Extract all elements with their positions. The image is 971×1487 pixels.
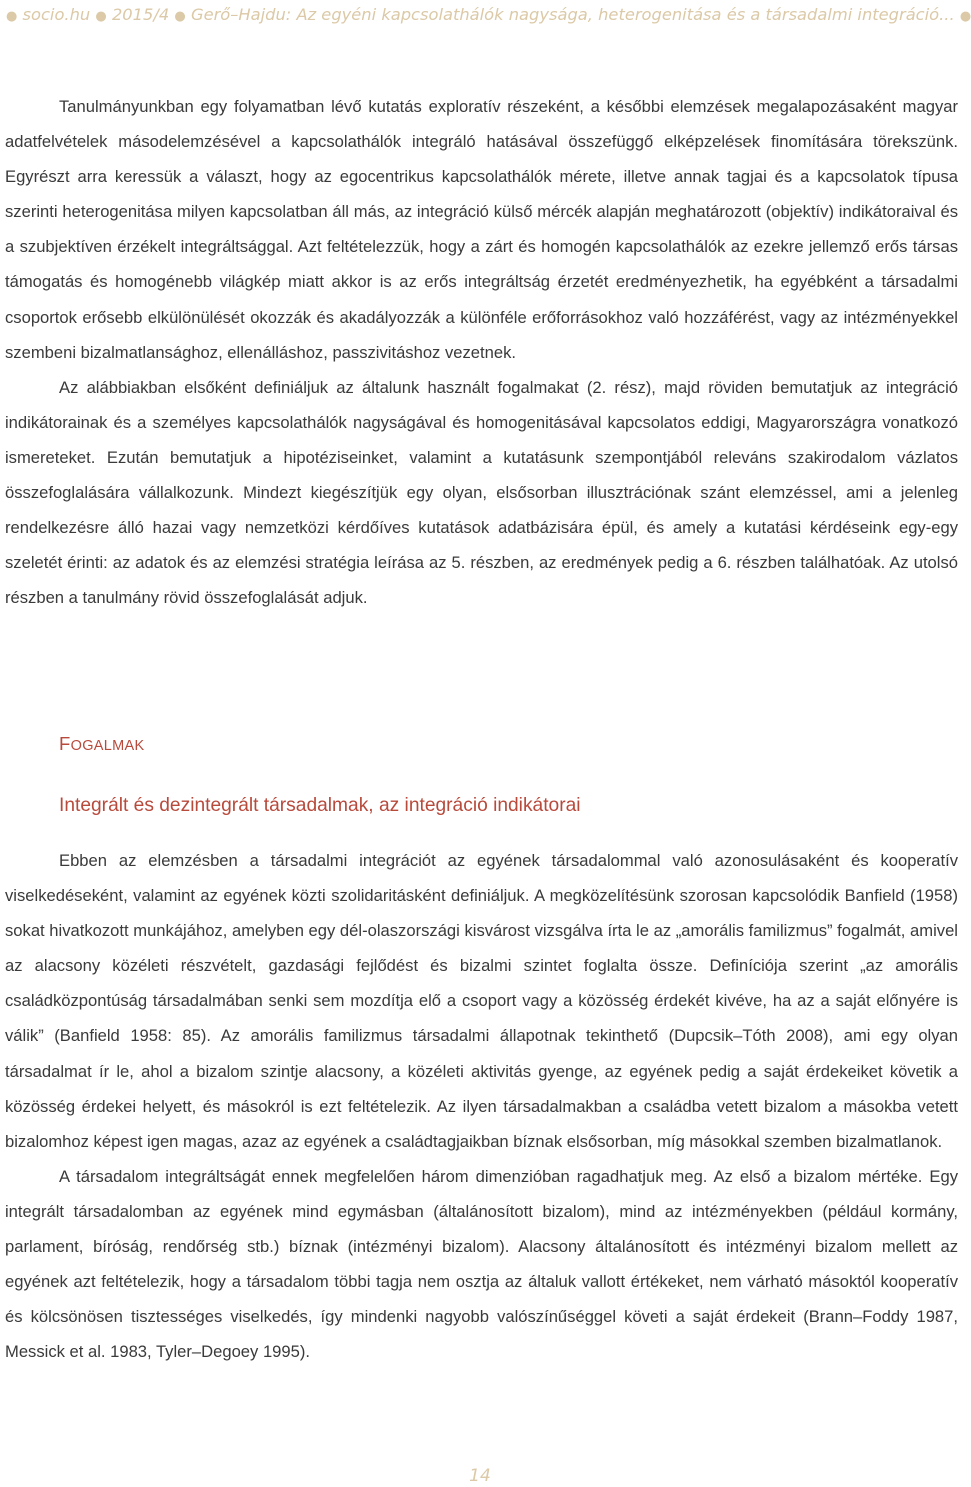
- body-paragraph: A társadalom integráltságát ennek megfelelően három dimenzióban ragadhatjuk meg. Az első a bizalom mértéke. Egy integrált társadalomban az egyének mind egymásban (általánosított bizalom), mind az intézményekben (például kormány, parlament, bíróság, rendőrség stb.) bíznak (intézményi bizalom). Alacsony általánosított és intézményi bizalom mellett az egyének azt feltételezik, hogy a társadalom többi tagja nem osztja az általuk vallott értékeket, nem várható másoktól kooperatív és kölcsönösen tisztességes viselkedés, így mindenki nagyobb valószínűséggel követi a saját érdekeit (Brann–Foddy 1987, Messick et al. 1983, Tyler–Degoey 1995).: [5, 1166, 958, 1362]
- body-paragraph: Ebben az elemzésben a társadalmi integrációt az egyének társadalommal való azonosulásaként és kooperatív viselkedéseként, valamint az egyének közti szolidaritásként definiáljuk. A megközelítésünk szorosan kapcsolódik Banfield (1958) sokat hivatkozott munkájához, amelyben egy dél-olaszországi kisvárost vizsgálva írta le az „amorális familizmus” fogalmát, amivel az alacsony közéleti részvételt, gazdasági fejlődést és bizalmi szintet foglalta össze. Definíciója szerint „az amorális családközpontúság társadalmában senki sem mozdítja elő a csoport vagy a közösség érdekét kivéve, ha az a saját előnyére is válik” (Banfield 1958: 85). Az amorális familizmus társadalmi állapotnak tekinthető (Dupcsik–Tóth 2008), ami egy olyan társadalmat ír le, ahol a bizalom szintje alacsony, a közéleti aktivitás gyenge, az egyének pedig a saját érdekeiket követik a közösség érdekei helyett, és másokról is ezt feltételezik. Az ilyen társadalmakban a családba vetett bizalom a másokba vetett bizalomhoz képest igen magas, azaz az egyének a családtagjaikban bíznak elsősorban, míg másokkal szemben bizalmatlanok.: [5, 851, 958, 1151]
- bullet-icon: ●: [6, 9, 18, 24]
- section-heading: [59, 733, 144, 755]
- bullet-icon: ●: [95, 9, 107, 24]
- bullet-icon: ●: [959, 9, 971, 24]
- intro-text: [5, 89, 958, 615]
- publication-name: socio.hu: [22, 5, 91, 24]
- page-number: 14: [469, 1466, 491, 1486]
- subsection-heading: Integrált és dezintegrált társadalmak, az integráció indikátorai: [59, 795, 581, 816]
- intro-paragraph: Tanulmányunkban egy folyamatban lévő kutatás exploratív részeként, a későbbi elemzések megalapozásaként magyar adatfelvételek másodelemzésével a kapcsolathálók integráló hatásával összefüggő elképzelések finomítására törekszünk. Egyrészt arra keressük a választ, hogy az egocentrikus kapcsolathálók mérete, illetve annak tagjai és a kapcsolatok típusa szerinti heterogenitása milyen kapcsolatban áll más, az integráció külső mércék alapján meghatározott (objektív) indikátoraival és a szubjektíven érzékelt integráltsággal. Azt feltételezzük, hogy a zárt és homogén kapcsolathálók az ezekre jellemző erős társas támogatás és homogénebb világkép miatt akkor is az erős integráltság érzetét eredményezhetik, ha egyébként a társadalmi csoportok erősebb elkülönülését okozzák és akadályozzák a különféle erőforrásokhoz való hozzáférést, vagy az intézményekkel szembeni bizalmatlansághoz, ellenálláshoz, passzivitáshoz vezetnek.: [5, 97, 958, 362]
- body-text: [5, 843, 958, 1369]
- issue-number: 2015/4: [111, 5, 170, 24]
- bullet-icon: ●: [174, 9, 186, 24]
- running-header: [6, 4, 971, 26]
- intro-paragraph: Az alábbiakban elsőként definiáljuk az általunk használt fogalmakat (2. rész), majd röviden bemutatjuk az integráció indikátorainak és a személyes kapcsolathálók nagyságával és homogenitásával kapcsolatos eddigi, Magyarországra vonatkozó ismereteket. Ezután bemutatjuk a hipotéziseinket, valamint a kutatásunk szempontjából releváns szakirodalom vázlatos összefoglalására vállalkozunk. Mindezt kiegészítjük egy olyan, elsősorban illusztrációnak szánt elemzéssel, ami a jelenleg rendelkezésre álló hazai vagy nemzetközi kérdőíves kutatások adatbázisára épül, és amely a kutatási kérdéseink egy-egy szeletét érinti: az adatok és az elemzési stratégia leírása az 5. részben, az eredmények pedig a 6. részben találhatóak. Az utolsó részben a tanulmány rövid összefoglalását adjuk.: [5, 377, 958, 608]
- section-heading-initial: F: [59, 733, 71, 754]
- article-title: Gerő–Hajdu: Az egyéni kapcsolathálók nagysága, heterogenitása és a társadalmi integráció...: [190, 5, 955, 24]
- section-heading-rest: OGALMAK: [70, 738, 145, 754]
